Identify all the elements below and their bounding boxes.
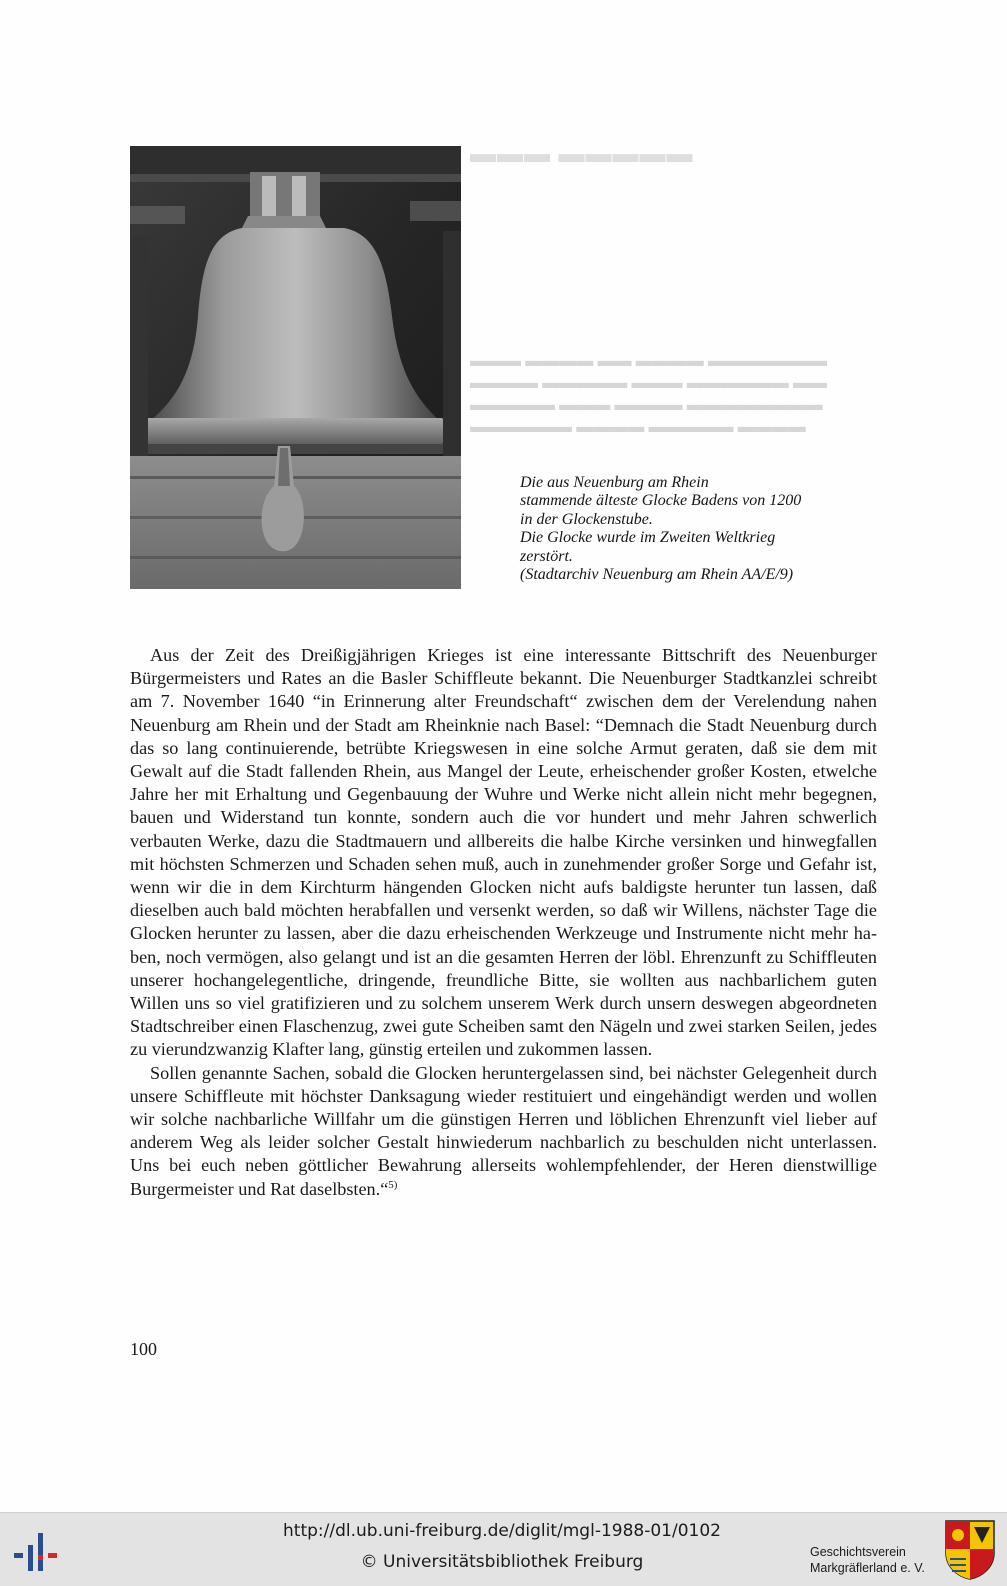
- caption-line: Die aus Neuenburg am Rhein: [520, 474, 709, 491]
- footnote-reference: 5): [388, 1178, 398, 1191]
- paragraph-text: Sollen genannte Sachen, sobald die Glocken heruntergelassen sind, bei nächster Gelegenheit durch unsere Schiffleute mit höchster Danksagung wieder restituiert und eingehändigt werden und wollen wir solche nachbarliche Willfahr um die günstigen Herren und löblichen Ehrenzunft viel lieber auf anderem Weg als leider solcher Gestalt hinwiederum nachbarlich zu beschulden nicht unterlassen. Uns bei euch neben göttlicher Bewahrung allerseits wohlempfehlender, der Heren dienstwillige Burgermeister und Rat daselbsten.“: [130, 1062, 877, 1199]
- society-name: [810, 1544, 925, 1576]
- bell-photograph: [130, 146, 461, 589]
- caption-line: in der Glockenstube.: [520, 510, 653, 528]
- society-name-line: Geschichtsverein: [810, 1545, 906, 1559]
- society-name-line: Markgräflerland e. V.: [810, 1561, 925, 1575]
- footer-url-link[interactable]: http://dl.ub.uni-freiburg.de/diglit/mgl-1988-01/0102: [283, 1521, 721, 1541]
- bleed-through-heading: ▬▬▬ ▬▬▬▬▬: [470, 142, 694, 165]
- figure-caption: [520, 474, 880, 584]
- paragraph: [130, 1062, 877, 1201]
- footer-bar: [0, 1512, 1007, 1586]
- caption-line: Die Glocke wurde im Zweiten Weltkrieg: [520, 529, 776, 547]
- caption-line: (Stadtarchiv Neuenburg am Rhein AA/E/9): [520, 566, 794, 584]
- footer-copyright: © Universitätsbibliothek Freiburg: [360, 1552, 644, 1572]
- body-text: [130, 644, 877, 1201]
- coat-of-arms-icon[interactable]: [944, 1519, 996, 1581]
- paragraph: Aus der Zeit des Dreißigjährigen Krieges ist eine interessante Bittschrift des Neuenburger Bürgermeisters und Rates an die Basler Schiffleute bekannt. Die Neuenburger Stadtkanzlei schreibt am 7. November 1640 “in Erinnerung alter Freundschaft“ zwischen dem der Verelendung nahen Neuenburg am Rhein und der Stadt am Rheinknie nach Basel: “Demnach die Stadt Neuenburg durch das so lang continuierende, betrübte Kriegswesen in eine solche Armut geraten, daß sie dem mit Gewalt auf die Stadt fallenden Rhein, aus Mangel der Leute, erheischender großer Kosten, etwelche Jahre her mit Erhaltung und Gegenbauung der Wuhre und Werke nicht allein nicht mehr begegnen, bauen und Widerstand tun konnte, sondern auch die vor hundert und mehr Jahren schwerlich verbauten Werke, dazu die Stadtmauern und allbereits die halbe Kirche versinken und hinwegfallen mit höchsten Schmerzen und Schaden sehen muß, auch in zunehmender großer Sorge und Gefahr ist, wenn wir die in dem Kirchturm hängenden Glocken nicht aufs baldigste herunter tun lassen, daß dieselben auch bald möchten herabfallen und versenkt werden, so daß wir Willens, nächster Tage die Glocken herunter zu lassen, aber die dazu erheischenden Werkzeuge und Instrumente nicht mehr haben, noch vermögen, also gelangt und ist an die gesamten Herren der löbl. Ehrenzunft zu Schiffleuten unserer hochangelegentliche, dringende, freundliche Bitte, sie wollten aus nachbarlichem guten Willen uns so viel gratifizieren und zu solchem unserem Werk durch unsern deswegen abgeordneten Stadtschreiber einen Flaschenzug, zwei gute Scheiben samt den Nägeln und zwei starken Seilen, jedes zu vierundzwanzig Klafter lang, günstig erteilen und zukommen lassen.: [130, 645, 877, 1060]
- page-number: 100: [130, 1339, 157, 1359]
- caption-line: zerstört.: [520, 547, 573, 565]
- caption-line: stammende älteste Glocke Badens von 1200: [520, 492, 802, 510]
- university-library-logo-icon[interactable]: [12, 1533, 68, 1573]
- bleed-through-text: ▬▬▬ ▬▬▬▬ ▬▬ ▬▬▬▬ ▬▬▬▬▬▬▬ ▬▬▬▬ ▬▬▬▬▬ ▬▬▬ ▬▬▬▬▬▬ ▬▬ ▬▬▬▬▬ ▬▬▬ ▬▬▬▬ ▬▬▬▬▬▬▬▬ ▬▬▬▬▬▬ ▬▬▬▬ ▬▬▬▬▬ ▬▬▬▬: [470, 351, 827, 436]
